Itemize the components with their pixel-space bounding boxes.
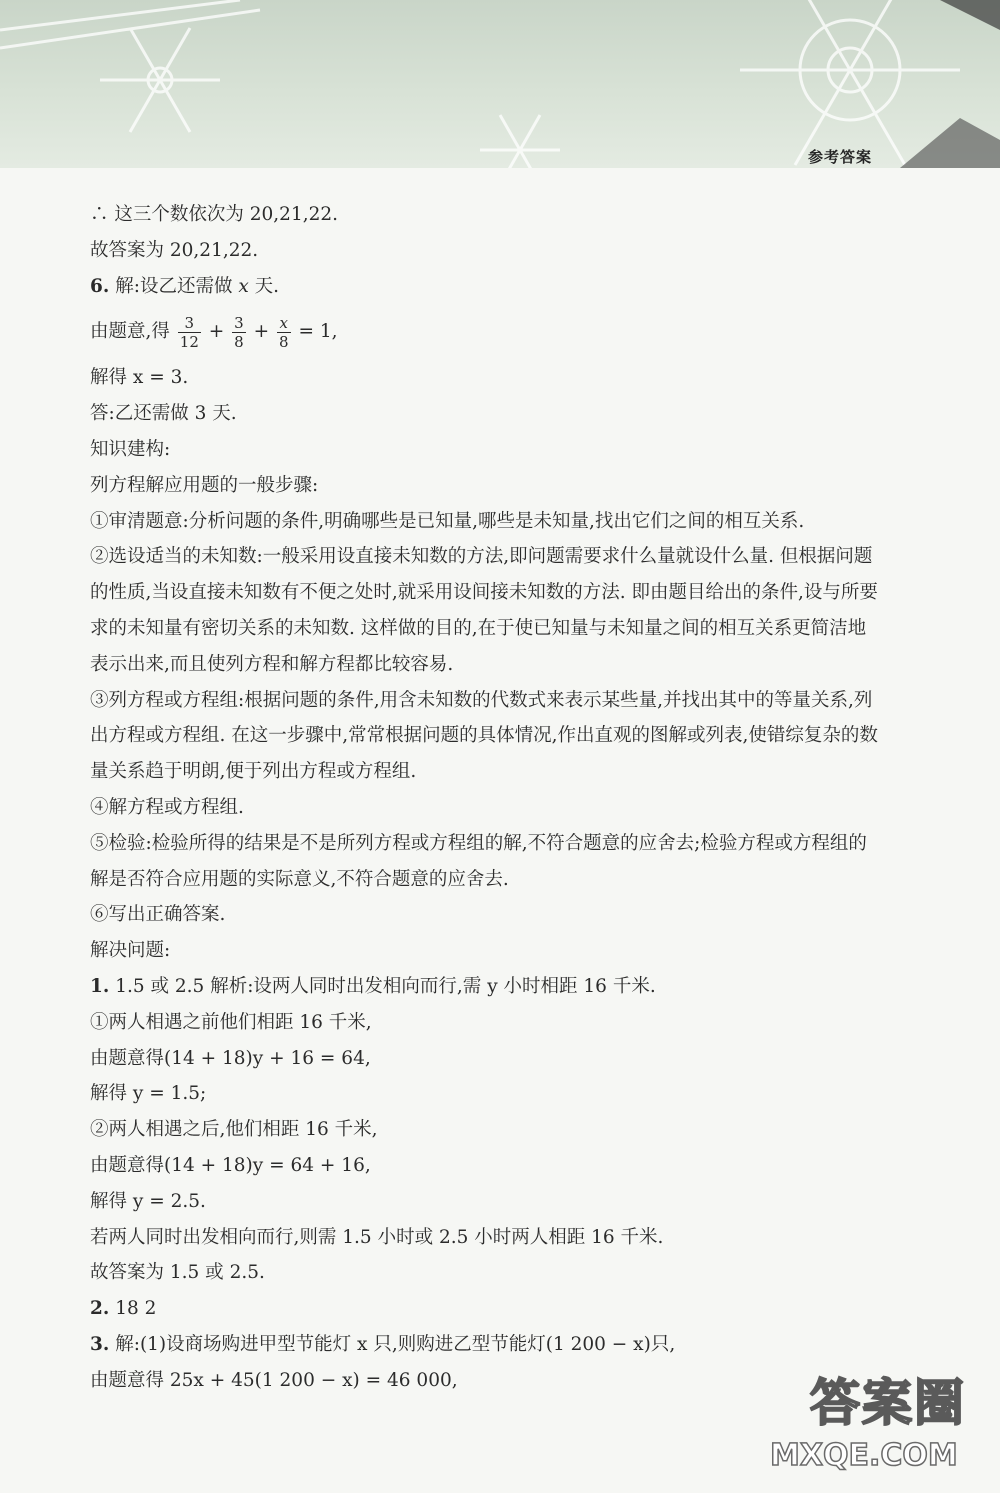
text-line: 解得 y = 1.5; — [90, 1083, 207, 1105]
watermark-logo: 答案圈 — [810, 1374, 966, 1432]
fraction: $\frac{3}{8}$ — [234, 313, 244, 351]
step-paragraph: ③列方程或方程组:根据问题的条件,用含未知数的代数式来表示某些量,并找出其中的等量关系,列出方程或方程组. 在这一步骤中,常常根据问题的具体情况,作出直观的图解或列表,使错综复杂的数量关系趋于明朗,便于列出方程或方程组. — [90, 689, 878, 783]
text-line: 由题意得(14 + 18)y = 64 + 16, — [90, 1154, 371, 1176]
text-line: 答:乙还需做 3 天. — [90, 403, 237, 425]
answer-content — [90, 197, 880, 1399]
text-line: 解得 y = 2.5. — [90, 1190, 206, 1212]
text-line: ②两人相遇之后,他们相距 16 千米, — [90, 1119, 378, 1141]
equation-suffix: = 1, — [298, 321, 338, 343]
step-paragraph: ④解方程或方程组. — [90, 796, 244, 818]
step-paragraph: ②选设适当的未知数:一般采用设直接未知数的方法,即问题需要求什么量就设什么量. 但根据问题的性质,当设直接未知数有不便之处时,就采用设间接未知数的方法. 即由题目给出的条件,设与所要求的未知量有密切关系的未知数. 这样做的目的,在于使已知量与未知量之间的相互关系更简洁地表示出来,而且使列方程和解方程都比较容易. — [90, 546, 878, 675]
question-number: 6. — [90, 275, 110, 297]
fraction: $\frac{x}{8}$ — [279, 313, 289, 351]
equation-prefix: 由题意,得 — [90, 321, 170, 343]
question-6 — [90, 269, 880, 305]
text-line: 由题意得(14 + 18)y + 16 = 64, — [90, 1047, 371, 1069]
text-line: 由题意得 25x + 45(1 200 − x) = 46 000, — [90, 1369, 458, 1391]
problem-2 — [90, 1291, 880, 1327]
problem-1 — [90, 969, 880, 1005]
plus-sign: + — [208, 321, 225, 343]
step-paragraph: ⑥写出正确答案. — [90, 904, 226, 926]
question-number: 1. — [90, 975, 110, 997]
question-text: 解:设乙还需做 — [109, 275, 239, 297]
problem-text: 1.5 或 2.5 解析:设两人同时出发相向而行,需 y 小时相距 16 千米. — [109, 975, 656, 997]
step-paragraph: ①审清题意:分析问题的条件,明确哪些是已知量,哪些是未知量,找出它们之间的相互关系. — [90, 510, 805, 532]
question-number: 2. — [90, 1298, 110, 1320]
section-label: 参考答案 — [807, 148, 872, 166]
equation-line — [90, 304, 880, 360]
watermark — [770, 1363, 980, 1473]
text-line: 故答案为 20,21,22. — [90, 239, 259, 261]
snowflake-decoration-icon — [0, 0, 1000, 168]
problem-text: 解:(1)设商场购进甲型节能灯 x 只,则购进乙型节能灯(1 200 − x)只, — [109, 1333, 676, 1355]
text-line: 列方程解应用题的一般步骤: — [90, 474, 319, 496]
section-title: 知识建构: — [90, 438, 171, 460]
watermark-url: MXQE.COM — [770, 1438, 958, 1473]
problem-3 — [90, 1327, 880, 1363]
fraction: $\frac{3}{12}$ — [179, 313, 199, 351]
problem-text: 18 2 — [109, 1298, 157, 1320]
header-band — [0, 0, 1000, 168]
text-line: 解得 x = 3. — [90, 367, 189, 389]
section-title: 解决问题: — [90, 940, 171, 962]
text-line: ①两人相遇之前他们相距 16 千米, — [90, 1011, 372, 1033]
text-line: ∴ 这三个数依次为 20,21,22. — [90, 204, 339, 225]
question-text-end: 天. — [248, 275, 280, 297]
plus-sign: + — [253, 321, 270, 343]
step-paragraph: ⑤检验:检验所得的结果是不是所列方程或方程组的解,不符合题意的应舍去;检验方程或方程组的解是否符合应用题的实际意义,不符合题意的应舍去. — [90, 832, 867, 890]
text-line: 若两人同时出发相向而行,则需 1.5 小时或 2.5 小时两人相距 16 千米. — [90, 1226, 664, 1248]
question-number: 3. — [90, 1333, 110, 1355]
variable: x — [238, 275, 249, 297]
text-line: 故答案为 1.5 或 2.5. — [90, 1262, 265, 1284]
